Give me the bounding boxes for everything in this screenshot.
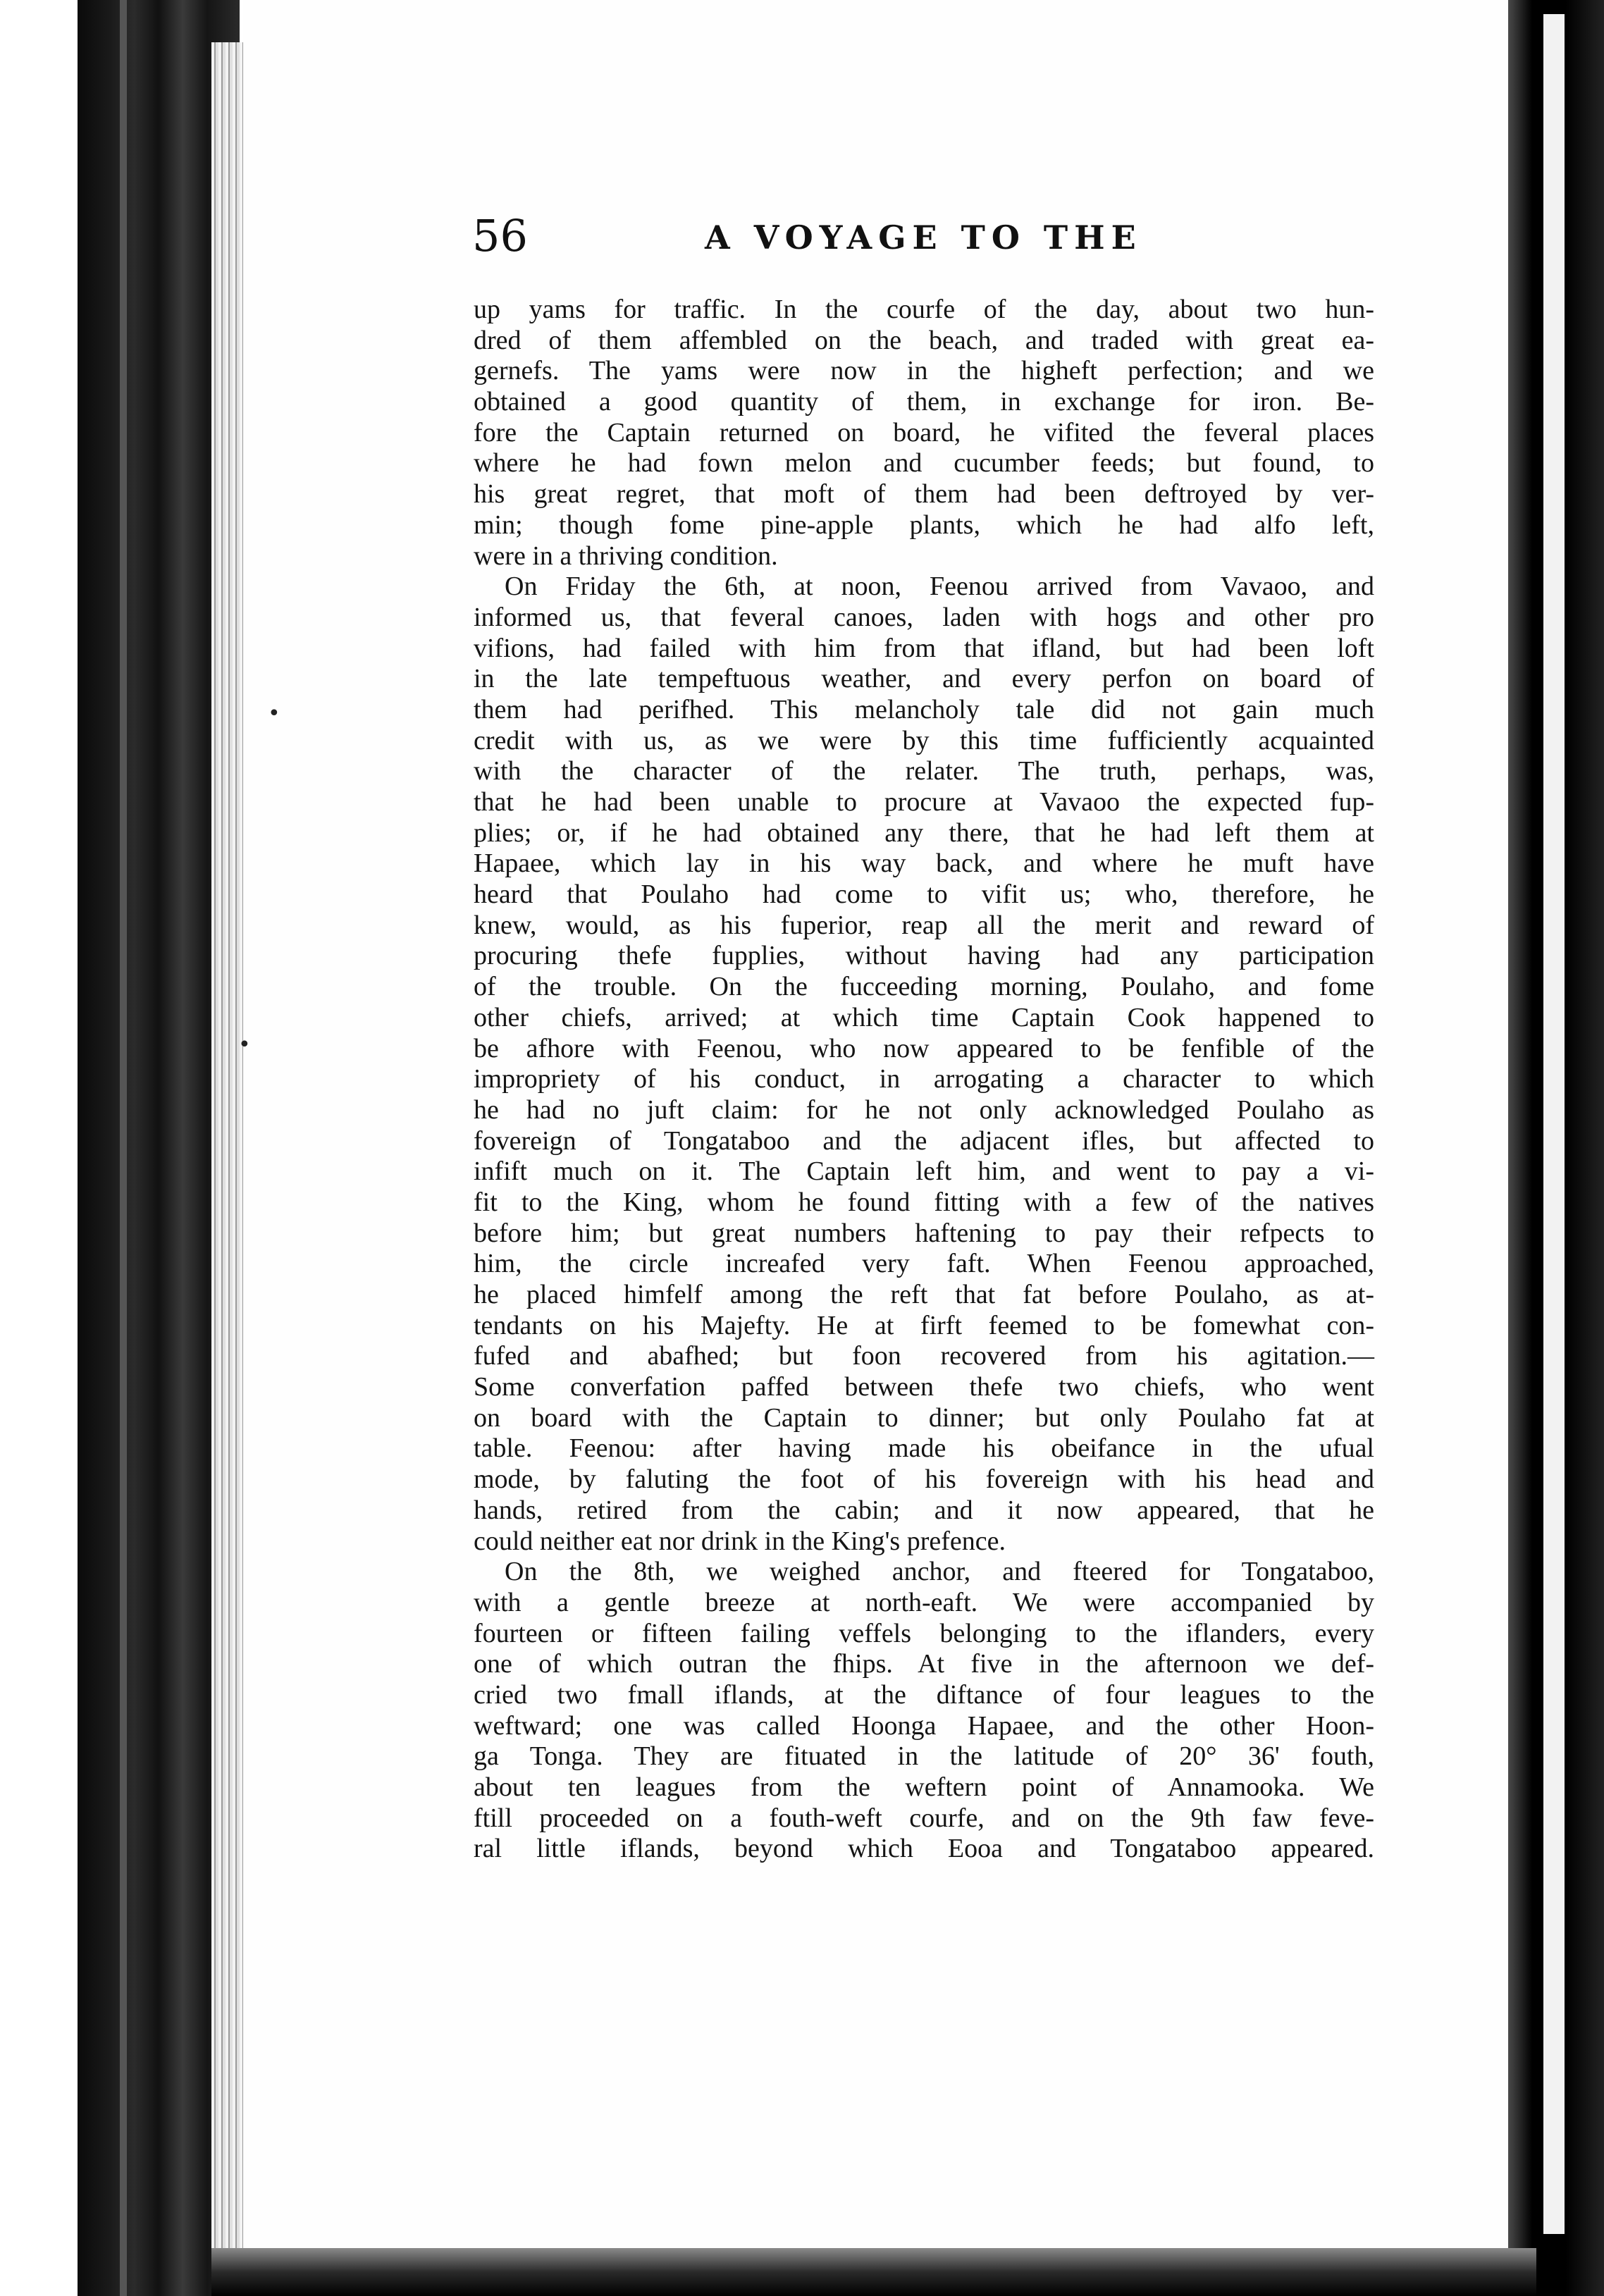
text-line: them had perifhed. This melancholy tale did not gain much xyxy=(474,694,1374,724)
text-line: fufed and abafhed; but foon recovered from his agitation.— xyxy=(474,1341,1374,1371)
text-line: credit with us, as we were by this time fufficiently acquainted xyxy=(474,725,1374,755)
text-line: hands, retired from the cabin; and it now appeared, that he xyxy=(474,1495,1374,1525)
text-line: gernefs. The yams were now in the higheft perfection; and we xyxy=(474,356,1374,386)
text-line: informed us, that feveral canoes, laden with hogs and other pro xyxy=(474,602,1374,632)
body-text xyxy=(474,295,1374,1865)
text-line: cried two fmall iflands, at the diftance of four leagues to the xyxy=(474,1679,1374,1710)
text-line: on board with the Captain to dinner; but only Poulaho fat at xyxy=(474,1402,1374,1433)
text-line: fovereign of Tongataboo and the adjacent ifles, but affected to xyxy=(474,1125,1374,1156)
text-line: where he had fown melon and cucumber feeds; but found, to xyxy=(474,448,1374,479)
text-line: min; though fome pine-apple plants, which he had alfo left, xyxy=(474,510,1374,540)
text-line: his great regret, that moft of them had been deftroyed by ver- xyxy=(474,479,1374,510)
text-line: ga Tonga. They are fituated in the latitude of 20° 36' fouth, xyxy=(474,1741,1374,1772)
text-line: table. Feenou: after having made his obeifance in the ufual xyxy=(474,1433,1374,1464)
text-line: in the late tempeftuous weather, and every perfon on board of xyxy=(474,664,1374,694)
text-line: heard that Poulaho had come to vifit us; who, therefore, he xyxy=(474,879,1374,910)
text-line: dred of them affembled on the beach, and traded with great ea- xyxy=(474,325,1374,355)
text-line: with the character of the relater. The truth, perhaps, was, xyxy=(474,756,1374,786)
text-line: fourteen or fifteen failing veffels belonging to the iflanders, every xyxy=(474,1618,1374,1648)
text-line: mode, by faluting the foot of his fovereign with his head and xyxy=(474,1464,1374,1495)
text-line: weftward; one was called Hoonga Hapaee, and the other Hoon- xyxy=(474,1710,1374,1741)
margin-speck: • xyxy=(268,701,280,726)
text-line: that he had been unable to procure at Vavaoo the expected fup- xyxy=(474,787,1374,817)
text-line: he had no juft claim: for he not only acknowledged Poulaho as xyxy=(474,1094,1374,1125)
text-line: infift much on it. The Captain left him, and went to pay a vi- xyxy=(474,1156,1374,1187)
text-line: be afhore with Feenou, who now appeared to be fenfible of the xyxy=(474,1033,1374,1063)
text-line: he placed himfelf among the reft that fat before Poulaho, as at- xyxy=(474,1280,1374,1309)
text-line: fore the Captain returned on board, he vifited the feveral places xyxy=(474,417,1374,448)
text-line: obtained a good quantity of them, in exchange for iron. Be- xyxy=(474,387,1374,417)
running-head: A VOYAGE TO THE xyxy=(705,218,1142,257)
text-line: procuring thefe fupplies, without having had any participation xyxy=(474,941,1374,971)
text-line: could neither eat nor drink in the King's prefence. xyxy=(474,1526,1006,1556)
text-line: impropriety of his conduct, in arrogating a character to which xyxy=(474,1064,1374,1094)
text-line: Some converfation paffed between thefe two chiefs, who went xyxy=(474,1372,1374,1402)
text-line: were in a thriving condition. xyxy=(474,541,778,571)
margin-speck: • xyxy=(238,1032,251,1057)
text-line: one of which outran the fhips. At five in the afternoon we def- xyxy=(474,1649,1374,1679)
text-line: Hapaee, which lay in his way back, and where he muft have xyxy=(474,848,1374,879)
page-header xyxy=(469,204,1364,268)
text-line: On Friday the 6th, at noon, Feenou arrived from Vavaoo, and xyxy=(505,572,1374,602)
text-line: On the 8th, we weighed anchor, and fteered for Tongataboo, xyxy=(505,1557,1374,1587)
text-line: ral little iflands, beyond which Eooa and Tongataboo appeared. xyxy=(474,1834,1374,1864)
text-line: tendants on his Majefty. He at firft feemed to be fomewhat con- xyxy=(474,1310,1374,1340)
text-line: up yams for traffic. In the courfe of the day, about two hun- xyxy=(474,295,1374,324)
text-line: him, the circle increafed very faft. When Feenou approached, xyxy=(474,1249,1374,1279)
page-number: 56 xyxy=(472,210,528,261)
text-line: fit to the King, whom he found fitting with a few of the natives xyxy=(474,1187,1374,1217)
text-line: plies; or, if he had obtained any there, that he had left them at xyxy=(474,817,1374,848)
text-line: vifions, had failed with him from that ifland, but had been loft xyxy=(474,633,1374,663)
text-line: about ten leagues from the weftern point of Annamooka. We xyxy=(474,1772,1374,1802)
text-line: before him; but great numbers haftening to pay their refpects to xyxy=(474,1218,1374,1248)
text-line: knew, would, as his fuperior, reap all the merit and reward of xyxy=(474,910,1374,940)
page-edges xyxy=(211,42,243,2262)
text-line: other chiefs, arrived; at which time Captain Cook happened to xyxy=(474,1002,1374,1032)
text-line: of the trouble. On the fucceeding morning, Poulaho, and fome xyxy=(474,972,1374,1002)
book-edge-bottom xyxy=(211,2248,1536,2296)
book-edge-right xyxy=(1508,0,1604,2296)
text-line: with a gentle breeze at north-eaft. We were accompanied by xyxy=(474,1587,1374,1617)
text-line: ftill proceeded on a fouth-weft courfe, and on the 9th faw feve- xyxy=(474,1803,1374,1833)
